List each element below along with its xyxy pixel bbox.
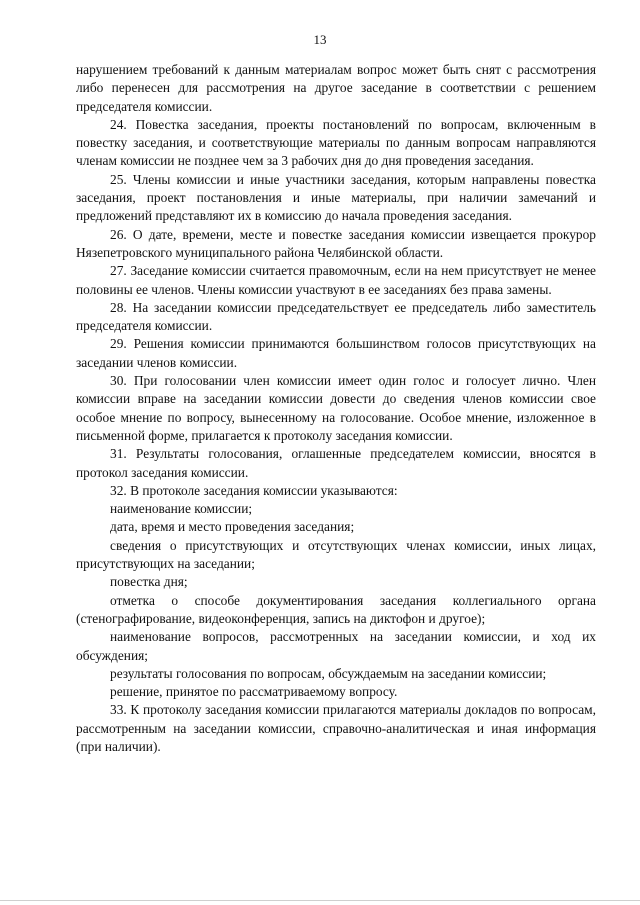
list-item-decision: решение, принятое по рассматриваемому вопросу. (110, 684, 398, 700)
paragraph-30: 30. При голосовании член комиссии имеет один голос и голосует лично. Член комиссии вправе на заседании комиссии довести до сведения членов комиссии свое особое мнение по вопросу, вынесенному на голосование. Особое мнение, изложенное в письменной форме, прилагается к протоколу заседания комиссии. (76, 373, 596, 443)
paragraph-continuation: нарушением требований к данным материалам вопрос может быть снят с рассмотрения либо перенесен для рассмотрения на другое заседание в соответствии с решением председателя комиссии. (76, 62, 596, 114)
document-body (76, 61, 596, 756)
paragraph-29: 29. Решения комиссии принимаются большинством голосов присутствующих на заседании членов комиссии. (76, 336, 596, 370)
paragraph-31: 31. Результаты голосования, оглашенные председателем комиссии, вносятся в протокол заседания комиссии. (76, 446, 596, 480)
paragraph-33: 33. К протоколу заседания комиссии прилагаются материалы докладов по вопросам, рассмотренным на заседании комиссии, справочно-аналитическая и иная информация (при наличии). (76, 702, 596, 754)
list-item-attendance: сведения о присутствующих и отсутствующих членах комиссии, иных лицах, присутствующих на заседании; (76, 537, 596, 572)
list-item-agenda: повестка дня; (110, 574, 188, 590)
paragraph-27: 27. Заседание комиссии считается правомочным, если на нем присутствует не менее половины ее членов. Члены комиссии участвуют в ее заседаниях без права замены. (76, 263, 596, 297)
paragraph-26: 26. О дате, времени, месте и повестке заседания комиссии извещается прокурор Нязепетровского муниципального района Челябинской области. (76, 226, 596, 260)
paragraph-25: 25. Члены комиссии и иные участники заседания, которым направлены повестка заседания, проект постановления и иные материалы, при наличии замечаний и предложений представляют их в комиссию до начала проведения заседания. (76, 171, 596, 224)
list-item-questions-discussed: наименование вопросов, рассмотренных на заседании комиссии, и ход их обсуждения; (76, 629, 596, 663)
list-item-documentation-method: отметка о способе документирования заседания коллегиального органа (стенографирование, видеоконференция, запись на диктофон и другое); (76, 592, 596, 626)
paragraph-32: 32. В протоколе заседания комиссии указываются: (110, 482, 398, 498)
paragraph-24: 24. Повестка заседания, проекты постановлений по вопросам, включенным в повестку заседания, и соответствующие материалы по данным вопросам направляются членам комиссии не позднее чем за 3 рабочих дня до дня проведения заседания. (76, 116, 596, 169)
list-item-voting-results: результаты голосования по вопросам, обсуждаемым на заседании комиссии; (110, 665, 547, 681)
list-item-date-time-place: дата, время и место проведения заседания; (110, 519, 355, 535)
paragraph-28: 28. На заседании комиссии председательствует ее председатель либо заместитель председателя комиссии. (76, 299, 596, 334)
page-bottom-edge (0, 900, 640, 901)
page-number: 13 (313, 32, 327, 47)
list-item-commission-name: наименование комиссии; (110, 501, 253, 517)
